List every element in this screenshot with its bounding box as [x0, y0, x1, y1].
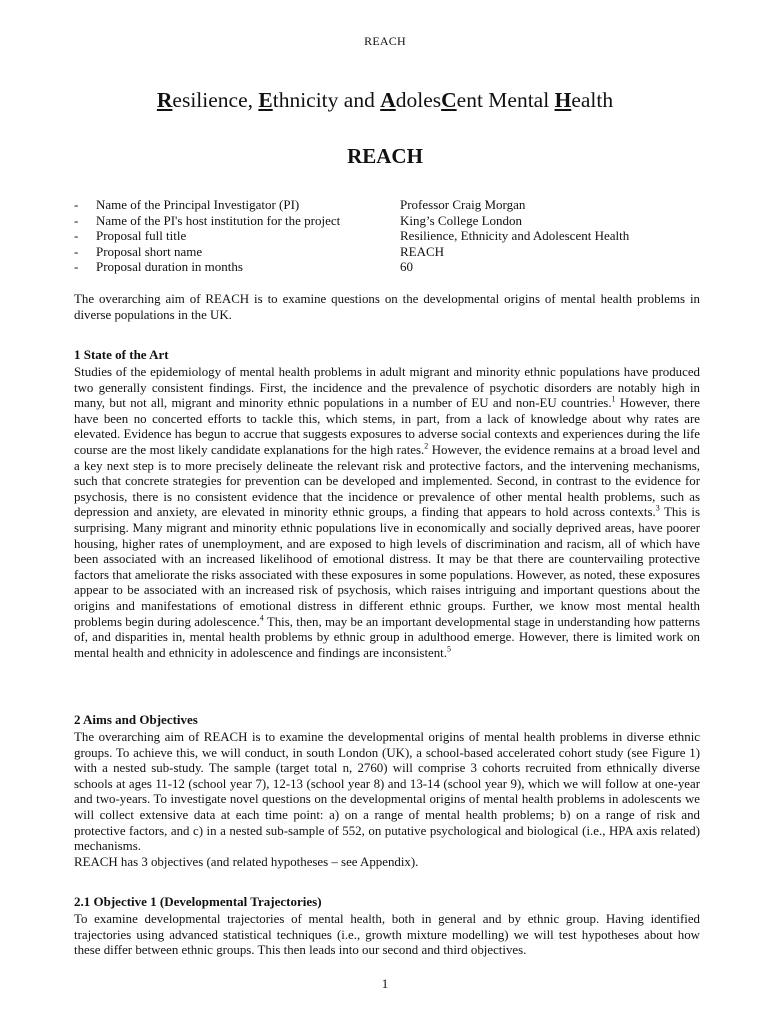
section-1-segment: However, the evidence remains at a broad level and a key next step is to more precisely delineate the relevant risk and protective factors, and the intervening mechanisms, such that concrete strategies for prevention can be developed and implemented. Second, in contrast to the evidence for psychosis, there is no consistent evidence that the incidence or prevalence of other mental health problems, such as depression and anxiety, are elevated in minority ethnic groups, a finding that appears to hold across contexts.	[74, 442, 700, 520]
detail-row-institution	[74, 213, 694, 229]
proposal-details-list	[74, 197, 694, 275]
detail-label: Proposal duration in months	[96, 259, 243, 275]
footnote-ref: 1	[611, 394, 616, 404]
detail-label: Proposal full title	[96, 228, 187, 244]
intro-paragraph	[74, 292, 700, 323]
title-text-4: ent Mental	[456, 88, 555, 112]
section-2-1-paragraph	[74, 912, 700, 959]
document-subtitle: REACH	[347, 144, 423, 168]
document-title	[0, 88, 770, 113]
section-1-segment: This, then, may be an important developmental stage in understanding how patterns of, and disparities in, mental health problems by ethnic group in adulthood emerge. However, there is limited work on mental health and ethnicity in adolescence and findings are inconsistent.	[74, 614, 700, 660]
detail-row-pi	[74, 197, 694, 213]
list-dash: -	[74, 228, 79, 244]
detail-value: REACH	[400, 243, 445, 259]
section-1-text	[74, 365, 700, 661]
list-dash: -	[74, 212, 79, 228]
title-initial-c: C	[441, 88, 457, 112]
detail-row-short-name	[74, 244, 694, 260]
section-2-objectives-note: REACH has 3 objectives (and related hypotheses – see Appendix).	[74, 854, 419, 869]
section-2-1-text: To examine developmental trajectories of mental health, both in general and by ethnic group. Having identified trajectories using advanced statistical techniques (i.e., growth mixture modelling) we will test hypotheses about how these differ between ethnic groups. This then leads into our second and third objectives.	[74, 912, 700, 958]
section-1-segment: Studies of the epidemiology of mental health problems in adult migrant and minority ethnic populations have produced two generally consistent findings. First, the incidence and the prevalence of psychotic disorders are notably high in many, but not all, migrant and minority ethnic populations in a number of EU and non-EU countries.	[74, 365, 700, 411]
detail-label: Name of the Principal Investigator (PI)	[96, 197, 300, 212]
section-1-paragraph	[74, 365, 700, 661]
title-text-1: esilience,	[172, 88, 259, 112]
title-text-3: doles	[395, 88, 442, 112]
running-header: REACH	[364, 34, 406, 48]
list-dash: -	[74, 197, 79, 212]
detail-row-full-title	[74, 228, 694, 244]
footnote-ref: 5	[447, 644, 451, 654]
list-dash: -	[74, 243, 79, 259]
footnote-ref: 3	[655, 504, 660, 514]
list-dash: -	[74, 259, 79, 275]
title-initial-h: H	[554, 88, 572, 112]
detail-row-duration	[74, 259, 694, 275]
section-heading-aims-objectives: 2 Aims and Objectives	[74, 712, 198, 727]
page-number: 1	[381, 976, 389, 991]
section-2-text: The overarching aim of REACH is to examine the developmental origins of mental health problems in diverse ethnic groups. To achieve this, we will conduct, in south London (UK), a school-based accelerated cohort study (see Figure 1) with a nested sub-study. The sample (target total n, 2760) will comprise 3 cohorts recruited from ethnically diverse schools at ages 11-12 (school year 7), 12-13 (school year 8) and 13-14 (school year 9), which we will follow at one-year and two-years. To investigate novel questions on the developmental origins of mental health problems in adolescents we will collect extensive data at each time point: a) on a range of mental health problems; b) on a range of risk and protective factors, and c) in a nested sub-sample of 552, on putative psychological and biological (i.e., HPA axis related) mechanisms.	[74, 730, 700, 854]
detail-label: Name of the PI's host institution for the project	[96, 212, 341, 228]
title-initial-e: E	[258, 88, 273, 112]
section-2-paragraph	[74, 730, 700, 870]
title-text-5: ealth	[571, 88, 614, 112]
footnote-ref: 2	[424, 441, 429, 451]
section-1-segment: This is surprising. Many migrant and minority ethnic populations live in economically and socially deprived areas, have poorer housing, higher rates of unemployment, and are exposed to high levels of discrimination and racism, all of which have been associated with an increased likelihood of emotional distress. It may be that there are countervailing protective factors that ameliorate the risks associated with these exposures in some populations. However, as noted, these exposures appear to be associated with an increased risk of psychosis, which raises intriguing and important questions about the origins and manifestations of emotional distress in different ethnic groups. Further, we know most mental health problems begin during adolescence.	[74, 505, 700, 629]
section-heading-objective-1: 2.1 Objective 1 (Developmental Trajectories)	[74, 894, 322, 909]
detail-value: 60	[400, 259, 413, 275]
section-1-segment: However, there have been no concerted efforts to tackle this, which stems, in part, from a lack of knowledge about why rates are elevated. Evidence has begun to accrue that suggests exposures to adverse social contexts and experiences during the life course are the most likely candidate explanations for the high rates.	[74, 396, 700, 457]
title-initial-a: A	[380, 88, 396, 112]
footnote-ref: 4	[259, 613, 264, 623]
detail-value: Professor Craig Morgan	[400, 197, 526, 212]
title-initial-r: R	[156, 88, 173, 112]
section-heading-state-of-the-art: 1 State of the Art	[74, 347, 169, 362]
detail-value: Resilience, Ethnicity and Adolescent Health	[400, 228, 630, 244]
title-text-2: thnicity and	[272, 88, 381, 112]
detail-label: Proposal short name	[96, 243, 203, 259]
intro-text: The overarching aim of REACH is to examine questions on the developmental origins of mental health problems in diverse populations in the UK.	[74, 292, 700, 322]
detail-value: King’s College London	[400, 212, 523, 228]
